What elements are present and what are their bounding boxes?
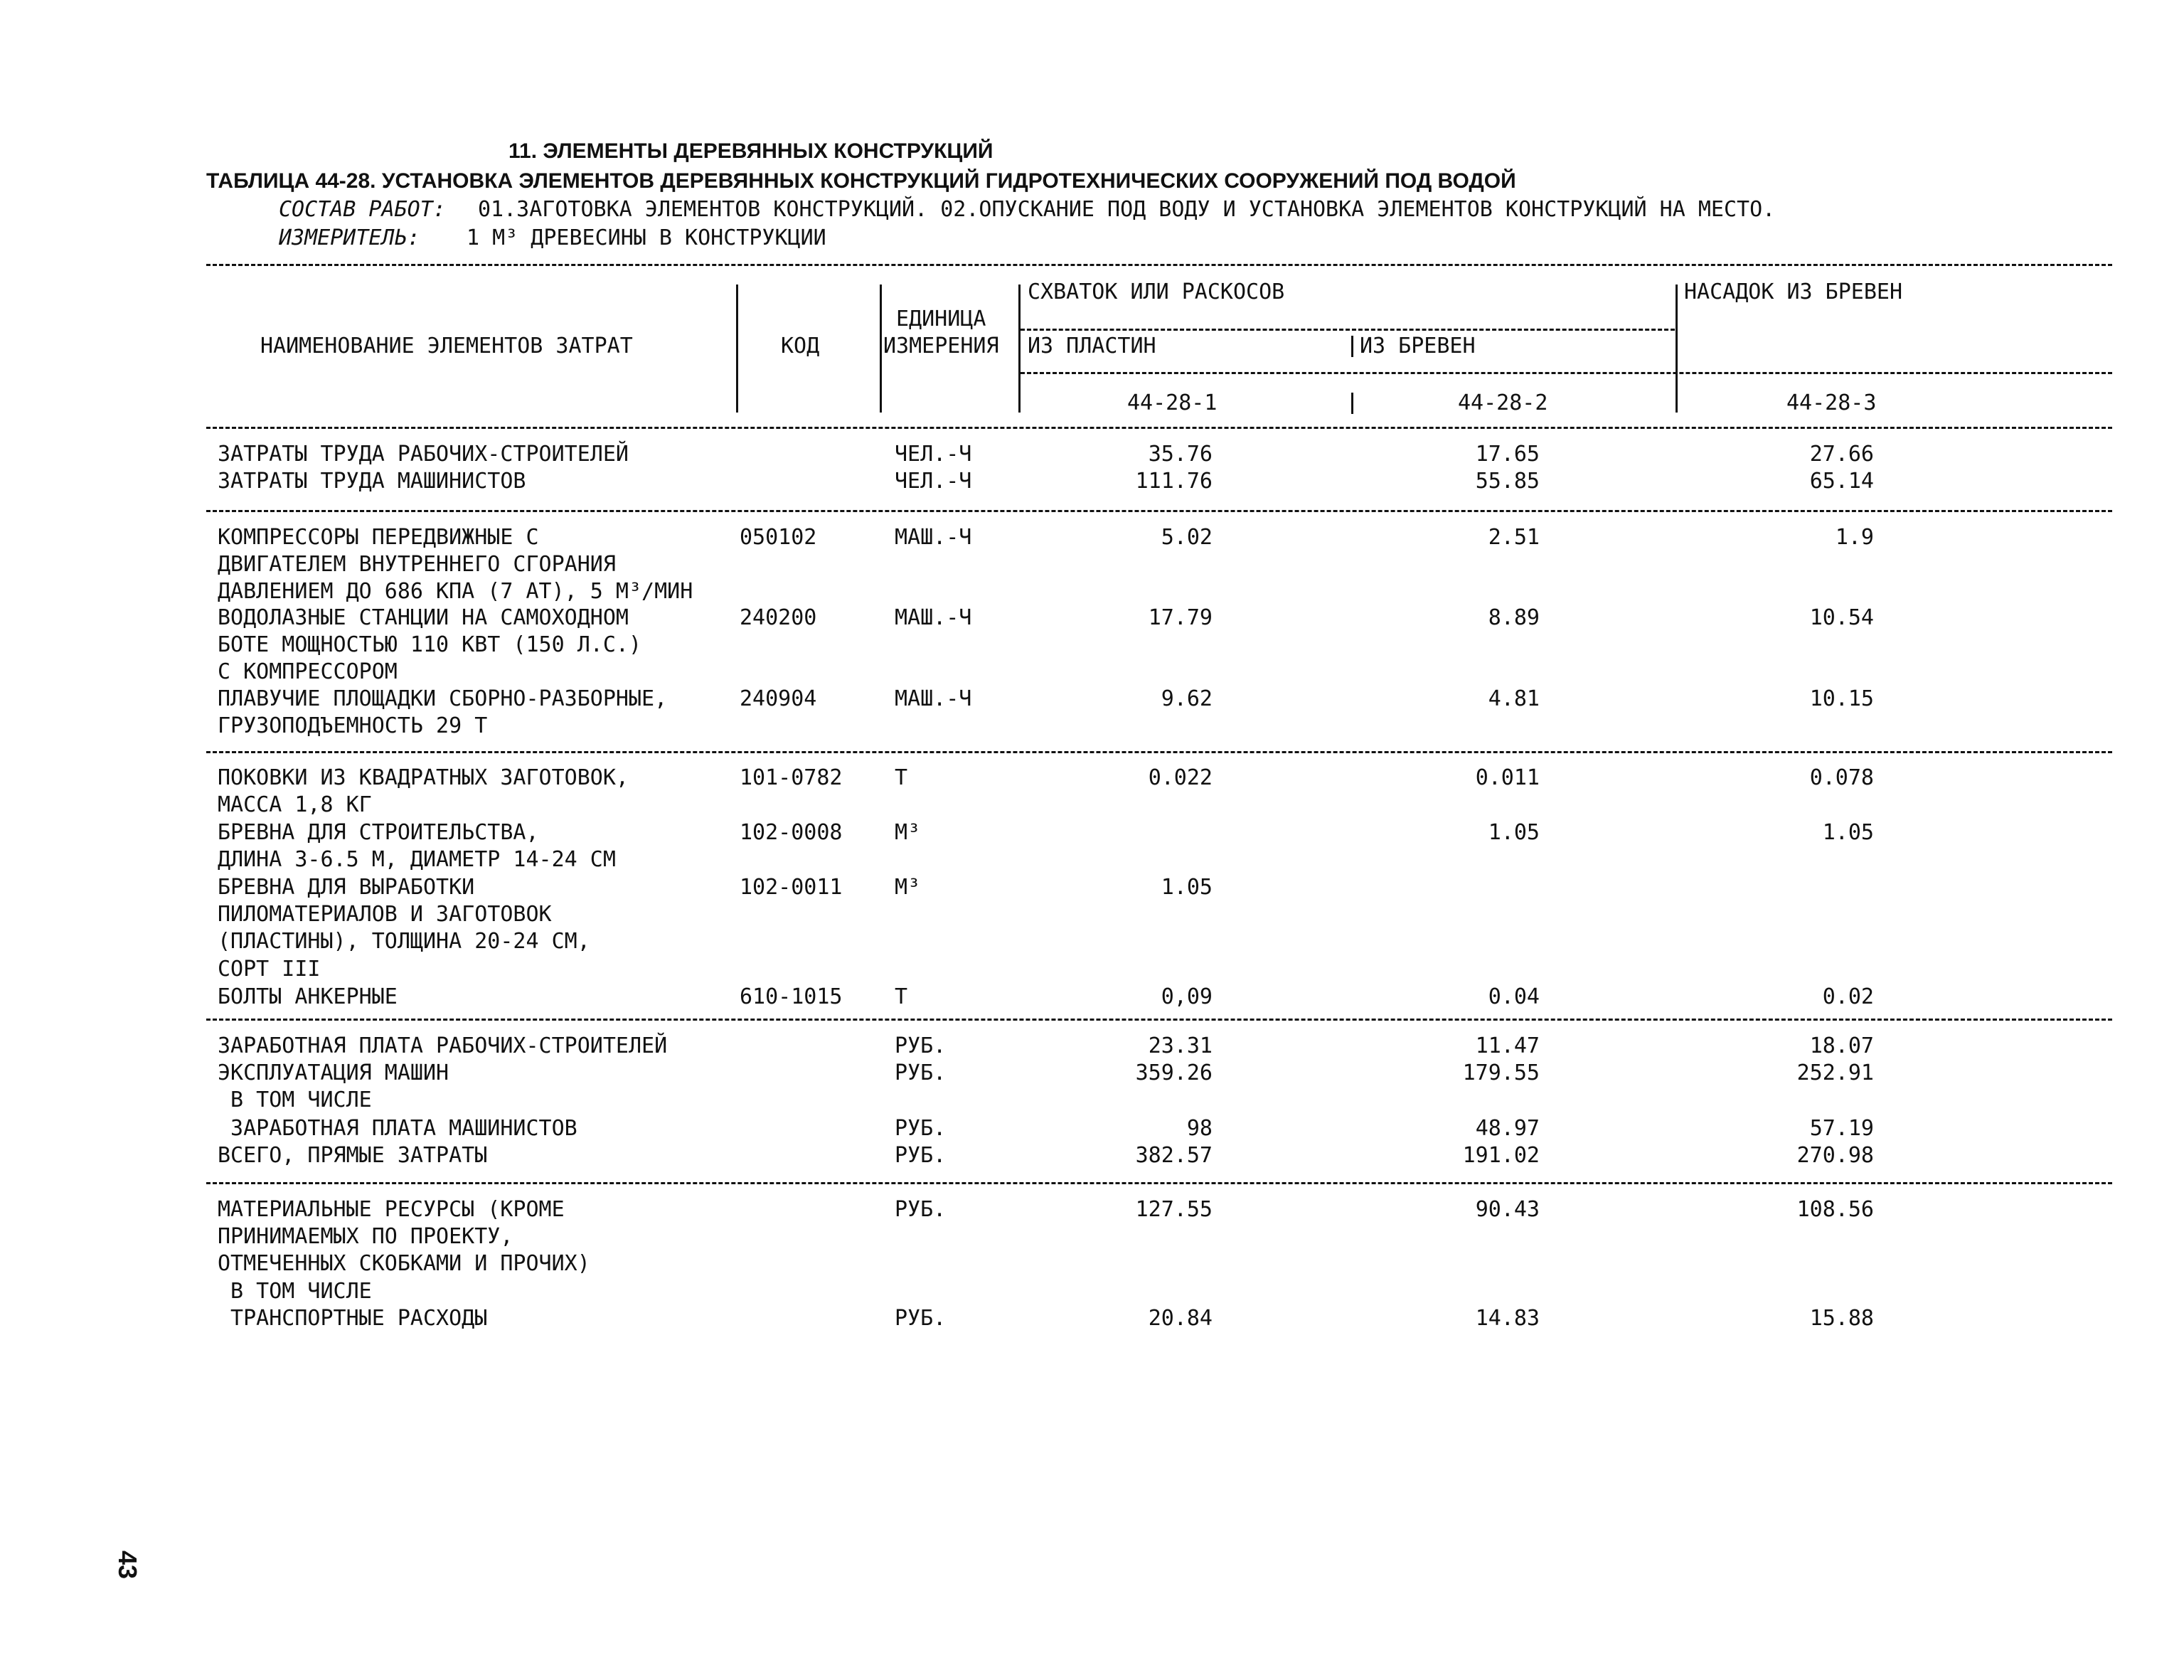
- row-name: СОРТ III: [218, 956, 321, 982]
- row-value-44-28-1: 17.79: [1148, 605, 1213, 630]
- group-separator: [206, 510, 2112, 512]
- row-unit: ЧЕЛ.-Ч: [895, 442, 972, 467]
- row-value-44-28-1: 23.31: [1148, 1033, 1213, 1058]
- row-name: С КОМПРЕССОРОМ: [218, 659, 398, 685]
- row-unit: МАШ.-Ч: [895, 686, 972, 711]
- group-separator: [206, 1182, 2112, 1184]
- row-name: ПРИНИМАЕМЫХ ПО ПРОЕКТУ,: [218, 1224, 513, 1250]
- row-name: ДАВЛЕНИЕМ ДО 686 КПА (7 АТ), 5 М³/МИН: [218, 579, 693, 605]
- row-value-44-28-1: 0.022: [1148, 765, 1213, 790]
- header-separator: [736, 285, 738, 413]
- row-value-44-28-1: 382.57: [1135, 1143, 1213, 1168]
- row-value-44-28-2: 191.02: [1462, 1143, 1540, 1168]
- row-name: В ТОМ ЧИСЛЕ: [218, 1088, 372, 1113]
- row-value-44-28-2: 48.97: [1475, 1116, 1540, 1141]
- row-code: 240904: [740, 686, 817, 711]
- header-sub1: ИЗ ПЛАСТИН: [1028, 334, 1156, 358]
- row-unit: МАШ.-Ч: [895, 525, 972, 550]
- header-name: НАИМЕНОВАНИЕ ЭЛЕМЕНТОВ ЗАТРАТ: [260, 334, 633, 358]
- header-separator: [1351, 393, 1353, 414]
- row-name: ЗАТРАТЫ ТРУДА МАШИНИСТОВ: [218, 469, 526, 494]
- row-value-44-28-3: 27.66: [1809, 442, 1874, 467]
- row-name: БРЕВНА ДЛЯ СТРОИТЕЛЬСТВА,: [218, 820, 539, 845]
- group-separator: [206, 1019, 2112, 1021]
- row-unit: Т: [895, 984, 908, 1009]
- row-unit: РУБ.: [895, 1143, 947, 1168]
- meter-label: ИЗМЕРИТЕЛЬ:: [279, 225, 420, 250]
- row-value-44-28-2: 1.05: [1488, 820, 1540, 845]
- row-value-44-28-1: 0,09: [1161, 984, 1213, 1009]
- row-code: 102-0011: [740, 875, 843, 900]
- header-sub2: ИЗ БРЕВЕН: [1360, 334, 1476, 358]
- row-value-44-28-1: 9.62: [1161, 686, 1213, 711]
- row-name: ЭКСПЛУАТАЦИЯ МАШИН: [218, 1060, 449, 1085]
- meter-text: 1 М³ ДРЕВЕСИНЫ В КОНСТРУКЦИИ: [467, 225, 826, 250]
- row-value-44-28-1: 98: [1186, 1116, 1213, 1141]
- row-value-44-28-2: 14.83: [1475, 1306, 1540, 1331]
- row-unit: МАШ.-Ч: [895, 605, 972, 630]
- header-separator: [1351, 336, 1353, 357]
- row-value-44-28-3: 57.19: [1809, 1116, 1874, 1141]
- header-separator: [1676, 285, 1678, 413]
- row-value-44-28-2: 17.65: [1475, 442, 1540, 467]
- row-name: БОЛТЫ АНКЕРНЫЕ: [218, 984, 398, 1009]
- row-unit: РУБ.: [895, 1306, 947, 1331]
- row-value-44-28-2: 11.47: [1475, 1033, 1540, 1058]
- row-name: ВСЕГО, ПРЯМЫЕ ЗАТРАТЫ: [218, 1143, 488, 1168]
- row-name: ДЛИНА 3-6.5 М, ДИАМЕТР 14-24 СМ: [218, 847, 616, 873]
- row-value-44-28-2: 2.51: [1488, 525, 1540, 550]
- row-name: ПЛАВУЧИЕ ПЛОЩАДКИ СБОРНО-РАЗБОРНЫЕ,: [218, 686, 668, 711]
- row-name: МАССА 1,8 КГ: [218, 792, 372, 818]
- row-name: ПОКОВКИ ИЗ КВАДРАТНЫХ ЗАГОТОВОК,: [218, 765, 629, 790]
- row-unit: М³: [895, 820, 921, 845]
- row-value-44-28-2: 4.81: [1488, 686, 1540, 711]
- table-title: ТАБЛИЦА 44-28. УСТАНОВКА ЭЛЕМЕНТОВ ДЕРЕВЯННЫХ КОНСТРУКЦИЙ ГИДРОТЕХНИЧЕСКИХ СООРУЖЕНИЙ ПОД ВОДОЙ: [206, 169, 1516, 193]
- row-value-44-28-1: 127.55: [1135, 1197, 1213, 1222]
- row-value-44-28-1: 1.05: [1161, 875, 1213, 900]
- row-value-44-28-2: 179.55: [1462, 1060, 1540, 1085]
- row-unit: РУБ.: [895, 1116, 947, 1141]
- row-name: ГРУЗОПОДЪЕМНОСТЬ 29 Т: [218, 713, 488, 739]
- row-value-44-28-1: 111.76: [1135, 469, 1213, 494]
- row-code: 101-0782: [740, 765, 843, 790]
- row-name: БРЕВНА ДЛЯ ВЫРАБОТКИ: [218, 875, 475, 900]
- header-unit-line2: ИЗМЕРЕНИЯ: [883, 334, 999, 358]
- row-name: МАТЕРИАЛЬНЫЕ РЕСУРСЫ (КРОМЕ: [218, 1197, 565, 1222]
- row-value-44-28-3: 65.14: [1809, 469, 1874, 494]
- row-value-44-28-2: 0.04: [1488, 984, 1540, 1009]
- row-value-44-28-2: 90.43: [1475, 1197, 1540, 1222]
- row-value-44-28-1: 35.76: [1148, 442, 1213, 467]
- row-code: 610-1015: [740, 984, 843, 1009]
- row-value-44-28-3: 270.98: [1796, 1143, 1874, 1168]
- row-unit: Т: [895, 765, 908, 790]
- row-name: ЗАТРАТЫ ТРУДА РАБОЧИХ-СТРОИТЕЛЕЙ: [218, 442, 629, 467]
- row-value-44-28-1: 5.02: [1161, 525, 1213, 550]
- row-unit: РУБ.: [895, 1060, 947, 1085]
- group1-rule: [1021, 329, 1675, 331]
- row-unit: ЧЕЛ.-Ч: [895, 469, 972, 494]
- header-separator: [1018, 285, 1021, 413]
- row-name: ВОДОЛАЗНЫЕ СТАНЦИИ НА САМОХОДНОМ: [218, 605, 629, 630]
- row-value-44-28-3: 1.9: [1835, 525, 1874, 550]
- row-code: 240200: [740, 605, 817, 630]
- row-unit: РУБ.: [895, 1197, 947, 1222]
- row-value-44-28-3: 15.88: [1809, 1306, 1874, 1331]
- row-value-44-28-3: 18.07: [1809, 1033, 1874, 1058]
- group-separator: [206, 751, 2112, 753]
- section-title: 11. ЭЛЕМЕНТЫ ДЕРЕВЯННЫХ КОНСТРУКЦИЙ: [508, 139, 994, 163]
- row-value-44-28-3: 10.54: [1809, 605, 1874, 630]
- row-value-44-28-3: 0.078: [1809, 765, 1874, 790]
- row-value-44-28-2: 8.89: [1488, 605, 1540, 630]
- row-value-44-28-2: 0.011: [1475, 765, 1540, 790]
- row-name: КОМПРЕССОРЫ ПЕРЕДВИЖНЫЕ С: [218, 525, 539, 550]
- row-name: ТРАНСПОРТНЫЕ РАСХОДЫ: [218, 1306, 488, 1331]
- header-separator: [880, 285, 882, 413]
- row-code: 102-0008: [740, 820, 843, 845]
- header-col1: 44-28-1: [1127, 390, 1218, 415]
- row-name: ДВИГАТЕЛЕМ ВНУТРЕННЕГО СГОРАНИЯ: [218, 552, 616, 578]
- row-value-44-28-3: 0.02: [1822, 984, 1874, 1009]
- row-name: ПИЛОМАТЕРИАЛОВ И ЗАГОТОВОК: [218, 902, 552, 927]
- header-col3: 44-28-3: [1786, 390, 1877, 415]
- header-col2: 44-28-2: [1458, 390, 1548, 415]
- row-unit: М³: [895, 875, 921, 900]
- header-bottom-rule: [206, 427, 2112, 429]
- composition-text: 01.ЗАГОТОВКА ЭЛЕМЕНТОВ КОНСТРУКЦИЙ. 02.ОПУСКАНИЕ ПОД ВОДУ И УСТАНОВКА ЭЛЕМЕНТОВ КОНСТРУКЦИЙ НА МЕСТО.: [478, 197, 1776, 222]
- row-code: 050102: [740, 525, 817, 550]
- row-value-44-28-3: 252.91: [1796, 1060, 1874, 1085]
- composition-label: СОСТАВ РАБОТ:: [279, 197, 446, 222]
- header-unit-line1: ЕДИНИЦА: [896, 307, 986, 331]
- row-value-44-28-2: 55.85: [1475, 469, 1540, 494]
- row-unit: РУБ.: [895, 1033, 947, 1058]
- row-value-44-28-3: 1.05: [1822, 820, 1874, 845]
- row-name: (ПЛАСТИНЫ), ТОЛЩИНА 20-24 СМ,: [218, 929, 590, 955]
- row-name: В ТОМ ЧИСЛЕ: [218, 1278, 372, 1304]
- table-top-rule: [206, 264, 2112, 266]
- row-value-44-28-3: 10.15: [1809, 686, 1874, 711]
- row-value-44-28-3: 108.56: [1796, 1197, 1874, 1222]
- row-value-44-28-1: 20.84: [1148, 1306, 1213, 1331]
- header-group1: СХВАТОК ИЛИ РАСКОСОВ: [1028, 280, 1285, 304]
- row-name: БОТЕ МОЩНОСТЬЮ 110 КВТ (150 Л.С.): [218, 632, 642, 658]
- header-group2: НАСАДОК ИЗ БРЕВЕН: [1684, 280, 1903, 304]
- header-code: КОД: [781, 334, 820, 358]
- row-name: ОТМЕЧЕННЫХ СКОБКАМИ И ПРОЧИХ): [218, 1251, 590, 1277]
- row-name: ЗАРАБОТНАЯ ПЛАТА РАБОЧИХ-СТРОИТЕЛЕЙ: [218, 1033, 668, 1058]
- row-name: ЗАРАБОТНАЯ ПЛАТА МАШИНИСТОВ: [218, 1116, 577, 1141]
- row-value-44-28-1: 359.26: [1135, 1060, 1213, 1085]
- page-number: 43: [113, 1551, 142, 1580]
- subheader-rule: [1021, 372, 2112, 374]
